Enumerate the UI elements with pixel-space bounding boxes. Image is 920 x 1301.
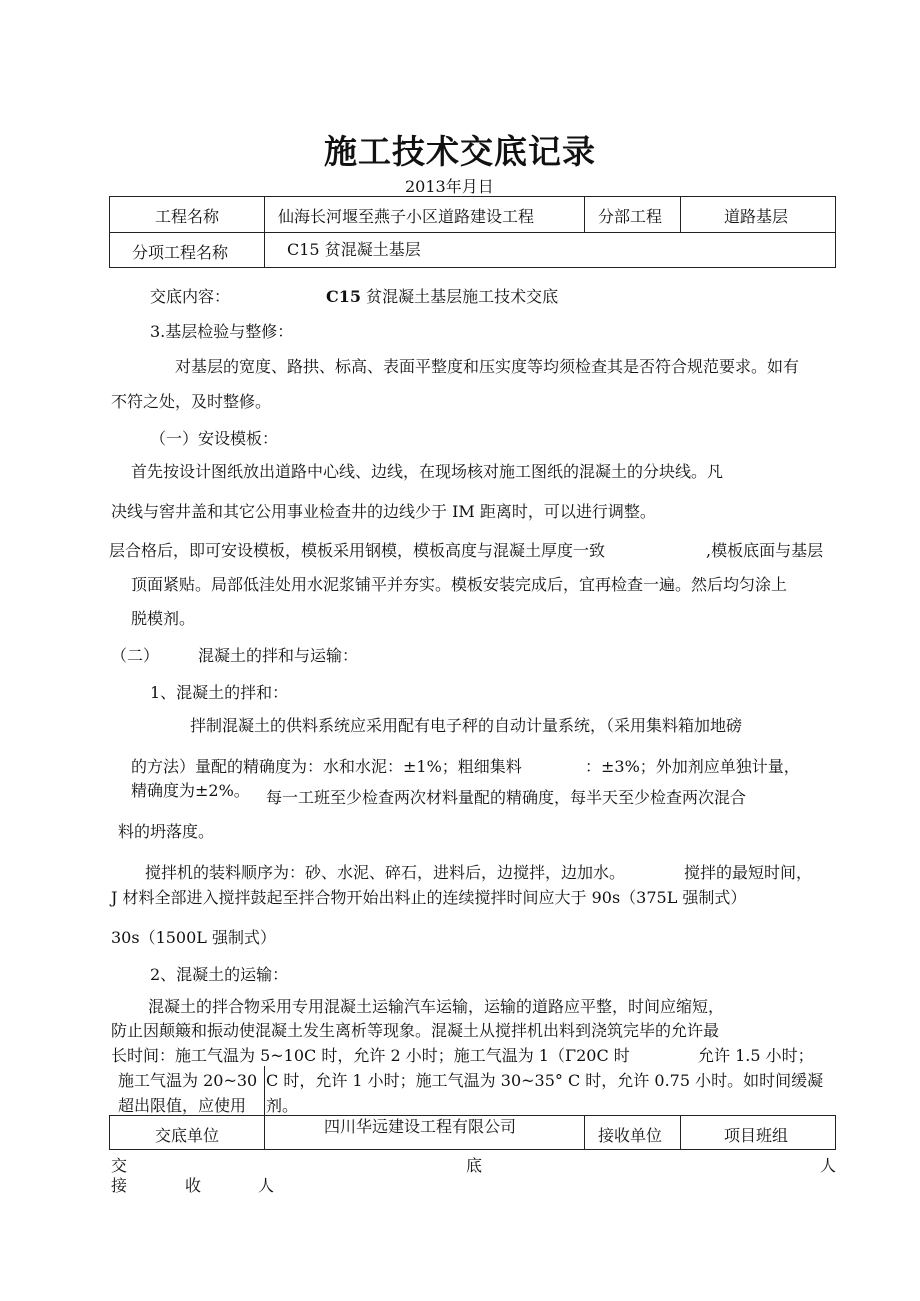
text-line: 长时间：施工气温为 5~10C 时，允许 2 小时；施工气温为 1（Γ20C 时 [111, 1046, 630, 1065]
text-line: 防止因颠簸和振动使混凝土发生离析等现象。混凝土从搅拌机出料到浇筑完毕的允许最 [111, 1021, 720, 1040]
text-line: 剂。 [266, 1096, 299, 1115]
handover-person-char: 人 [820, 1156, 837, 1175]
text-line: 不符之处，及时整修。 [111, 392, 272, 411]
subsection-heading: 1、混凝土的拌和： [150, 683, 289, 702]
intro-title [326, 284, 558, 307]
text-line: 施工气温为 20~30 [118, 1071, 258, 1090]
text-line: C 时，允许 1 小时；施工气温为 30~35° C 时，允许 0.75 小时。如时间缓凝 [266, 1071, 824, 1090]
receiver-person-char: 接 [111, 1176, 128, 1195]
subsection-heading: 2、混凝土的运输： [150, 965, 289, 984]
handover-person-char: 交 [111, 1156, 128, 1175]
text-line: 精确度为±2%。 [131, 781, 250, 800]
text-line: ：±3%；外加剂应单独计量， [585, 757, 800, 776]
text-line: 的方法）量配的精确度为：水和水泥：±1%；粗细集料 [131, 757, 522, 776]
intro-title-rest: 贫混凝土基层施工技术交底 [361, 287, 559, 306]
text-line: 允许 1.5 小时； [698, 1046, 814, 1065]
project-name-label: 工程名称 [155, 207, 220, 226]
section-heading: 混凝土的拌和与运输： [198, 646, 359, 665]
section-heading: （一）安设模板： [150, 429, 279, 448]
handover-person-char: 底 [466, 1156, 483, 1175]
receive-unit-value: 项目班组 [724, 1126, 789, 1145]
text-line: 顶面紧贴。局部低洼处用水泥浆铺平并夯实。模板安装完成后，宜再检查一遍。然后均匀涂上 [131, 575, 788, 594]
section-number: （二） [111, 646, 160, 665]
text-line: 3.基层检验与整修： [150, 322, 294, 341]
receiver-person-char: 人 [258, 1176, 275, 1195]
record-date: 2013年月日 [405, 177, 494, 196]
text-line: 对基层的宽度、路拱、标高、表面平整度和压实度等均须检查其是否符合规范要求。如有 [175, 357, 800, 376]
page-title: 施工技术交底记录 [324, 132, 596, 171]
text-line: 决线与窖井盖和其它公用事业检查井的边线少于 IM 距离时，可以进行调整。 [111, 502, 656, 521]
intro-title-code: C15 [326, 287, 361, 306]
text-line: 超出限值，应使用 [118, 1096, 247, 1115]
text-line: 30s（1500L 强制式） [111, 928, 277, 947]
text-line: J 材料全部进入搅拌鼓起至拌合物开始出料止的连续搅拌时间应大于 90s（375L 强制式） [111, 888, 747, 907]
receiver-person-char: 收 [185, 1176, 202, 1195]
text-line: 搅拌机的装料顺序为：砂、水泥、碎石，进料后，边搅拌，边加水。 [145, 863, 626, 882]
text-line: 层合格后，即可安设模板，模板采用钢模，模板高度与混凝土厚度一致 [109, 541, 606, 560]
text-line: 混凝土的拌合物采用专用混凝土运输汽车运输，运输的道路应平整，时间应缩短， [148, 997, 725, 1016]
subitem-value: C15 贫混凝土基层 [287, 240, 421, 259]
subitem-label: 分项工程名称 [132, 243, 229, 262]
text-line: 每一工班至少检查两次材料量配的精确度，每半天至少检查两次混合 [266, 788, 747, 807]
text-line: 搅拌的最短时间， [684, 863, 813, 882]
text-line: ,模板底面与基层 [706, 541, 824, 560]
division-value: 道路基层 [724, 207, 789, 226]
project-name-value: 仙海长河堰至燕子小区道路建设工程 [278, 207, 535, 226]
division-label: 分部工程 [598, 207, 663, 226]
submit-unit-label: 交底单位 [155, 1126, 220, 1145]
receive-unit-label: 接收单位 [598, 1126, 663, 1145]
intro-label: 交底内容： [150, 287, 231, 306]
text-line: 料的坍落度。 [118, 822, 215, 841]
text-line: 脱模剂。 [131, 609, 196, 628]
text-line: 首先按设计图纸放出道路中心线、边线，在现场核对施工图纸的混凝土的分块线。凡 [131, 462, 724, 481]
submit-unit-value: 四川华远建设工程有限公司 [324, 1117, 517, 1136]
text-line: 拌制混凝土的供料系统应采用配有电子秤的自动计量系统，（采用集料箱加地磅 [190, 716, 743, 735]
